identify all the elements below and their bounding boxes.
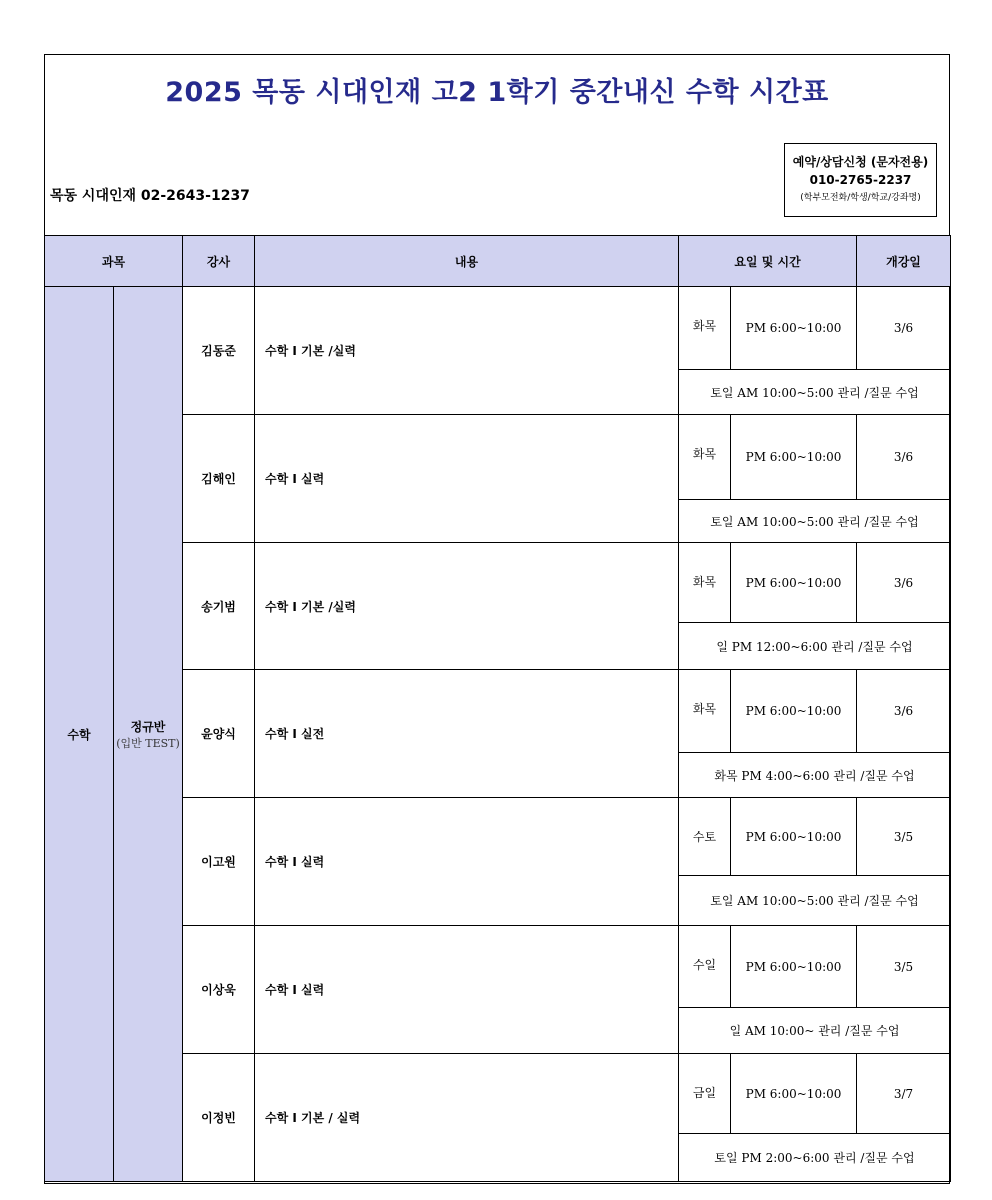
start-date-cell: 3/6 [857,415,951,500]
start-date-cell: 3/6 [857,543,951,623]
days-cell: 화목 [679,287,731,370]
content-cell: 수학 Ⅰ 실력 [255,926,679,1054]
booking-title: 예약/상담신청 (문자전용) [792,155,929,169]
header-subject: 과목 [45,236,183,287]
subject-cell: 수학 [45,287,114,1182]
booking-box [784,143,937,217]
start-date-cell: 3/5 [857,798,951,876]
teacher-cell: 이상욱 [183,926,255,1054]
content-cell: 수학 Ⅰ 기본 / 실력 [255,1054,679,1182]
booking-number: 010-2765-2237 [809,173,912,187]
content-cell: 수학 Ⅰ 기본 /실력 [255,287,679,415]
days-cell: 금일 [679,1054,731,1134]
table-row [45,287,951,370]
class-name: 정규반 [130,719,166,734]
content-cell: 수학 Ⅰ 실력 [255,415,679,543]
page-title: 2025 목동 시대인재 고2 1학기 중간내신 수학 시간표 [165,77,829,108]
days-cell: 수토 [679,798,731,876]
class-cell [114,287,183,1182]
days-cell: 화목 [679,670,731,753]
time-cell: PM 6:00~10:00 [731,415,857,500]
days-cell: 수일 [679,926,731,1008]
teacher-cell: 이정빈 [183,1054,255,1182]
time-cell: PM 6:00~10:00 [731,1054,857,1134]
teacher-cell: 윤양식 [183,670,255,798]
teacher-cell: 김해인 [183,415,255,543]
extra-session-cell: 토일 AM 10:00~5:00 관리 /질문 수업 [679,500,951,543]
time-cell: PM 6:00~10:00 [731,926,857,1008]
time-cell: PM 6:00~10:00 [731,287,857,370]
start-date-cell: 3/5 [857,926,951,1008]
content-cell: 수학 Ⅰ 실력 [255,798,679,926]
extra-session-cell: 토일 AM 10:00~5:00 관리 /질문 수업 [679,876,951,926]
start-date-cell: 3/6 [857,670,951,753]
extra-session-cell: 일 PM 12:00~6:00 관리 /질문 수업 [679,623,951,670]
extra-session-cell: 토일 AM 10:00~5:00 관리 /질문 수업 [679,370,951,415]
academy-phone: 목동 시대인재 02-2643-1237 [50,188,250,204]
timetable [44,235,951,1182]
days-cell: 화목 [679,543,731,623]
time-cell: PM 6:00~10:00 [731,798,857,876]
start-date-cell: 3/6 [857,287,951,370]
header-schedule: 요일 및 시간 [679,236,857,287]
teacher-cell: 김동준 [183,287,255,415]
booking-note: (학부모전화/학생/학교/강좌명) [800,193,921,203]
content-cell: 수학 Ⅰ 실전 [255,670,679,798]
extra-session-cell: 일 AM 10:00~ 관리 /질문 수업 [679,1008,951,1054]
teacher-cell: 이고원 [183,798,255,926]
time-cell: PM 6:00~10:00 [731,543,857,623]
content-cell: 수학 Ⅰ 기본 /실력 [255,543,679,670]
extra-session-cell: 화목 PM 4:00~6:00 관리 /질문 수업 [679,753,951,798]
header-start-date: 개강일 [857,236,951,287]
class-note: (입반 TEST) [116,736,180,750]
time-cell: PM 6:00~10:00 [731,670,857,753]
extra-session-cell: 토일 PM 2:00~6:00 관리 /질문 수업 [679,1134,951,1182]
days-cell: 화목 [679,415,731,500]
header-teacher: 강사 [183,236,255,287]
teacher-cell: 송기범 [183,543,255,670]
table-header-row [45,236,951,287]
start-date-cell: 3/7 [857,1054,951,1134]
header-content: 내용 [255,236,679,287]
